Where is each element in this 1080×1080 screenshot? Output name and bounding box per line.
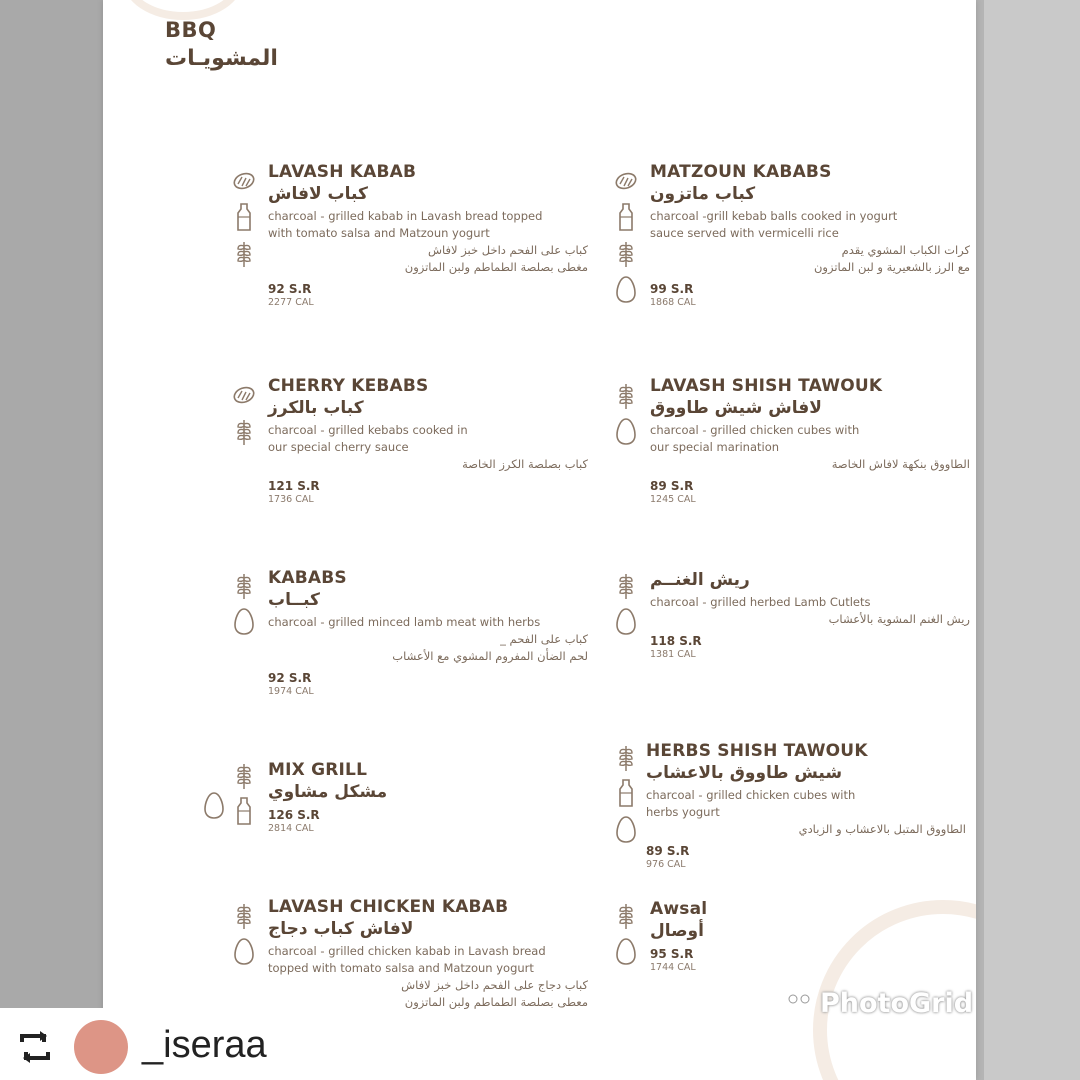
item-calories: 2814 CAL xyxy=(268,823,314,834)
item-name-ar: مشكل مشاوي xyxy=(268,782,388,802)
egg-icon xyxy=(202,790,226,820)
item-price: 121 S.R xyxy=(268,479,320,493)
item-name-ar: كباب لافاش xyxy=(268,184,368,204)
item-price: 118 S.R xyxy=(650,634,702,648)
item-name: MATZOUN KABABS xyxy=(650,162,832,182)
item-name: KABABS xyxy=(268,568,347,588)
bread-icon xyxy=(614,166,638,196)
item-name: CHERRY KEBABS xyxy=(268,376,429,396)
allergen-icons xyxy=(614,166,638,304)
item-name-ar: كباب ماتزون xyxy=(650,184,756,204)
wheat-icon xyxy=(614,570,638,600)
item-description-line: charcoal - grilled minced lamb meat with herbs xyxy=(268,615,541,629)
item-description-line: topped with tomato salsa and Matzoun yogurt xyxy=(268,961,534,975)
item-description-ar: كباب دجاج على الفحم داخل خبز لافاش xyxy=(401,978,588,992)
item-description-ar: ريش الغنم المشوية بالأعشاب xyxy=(828,612,970,626)
menu-item xyxy=(268,376,588,505)
wheat-icon xyxy=(232,416,256,446)
item-description-line: charcoal - grilled kebabs cooked in xyxy=(268,423,468,437)
item-description-line: with tomato salsa and Matzoun yogurt xyxy=(268,226,490,240)
avatar[interactable] xyxy=(74,1020,128,1074)
egg-icon xyxy=(614,274,638,304)
item-calories: 1245 CAL xyxy=(650,494,696,505)
item-name-ar: لافاش كباب دجاج xyxy=(268,919,414,939)
item-description xyxy=(268,208,588,242)
repost-icon[interactable] xyxy=(14,1026,56,1068)
item-price: 89 S.R xyxy=(646,844,690,858)
wheat-icon xyxy=(232,238,256,268)
item-name-ar: كبــاب xyxy=(268,590,320,610)
item-description-line: charcoal - grilled kabab in Lavash bread topped xyxy=(268,209,543,223)
allergen-icons xyxy=(232,760,256,826)
item-description-ar: مع الرز بالشعيرية و لبن الماتزون xyxy=(813,260,970,274)
egg-icon xyxy=(614,416,638,446)
bread-icon xyxy=(232,166,256,196)
item-description-line: herbs yogurt xyxy=(646,805,720,819)
menu-item xyxy=(650,162,970,308)
item-name-ar: لافاش شيش طاووق xyxy=(650,398,822,418)
repost-username[interactable]: _iseraa xyxy=(142,1024,267,1066)
wheat-icon xyxy=(614,742,638,772)
item-description-line: charcoal - grilled chicken kabab in Lavash bread xyxy=(268,944,546,958)
allergen-icons xyxy=(232,380,256,446)
section-title xyxy=(165,18,278,71)
menu-item xyxy=(646,741,966,870)
wheat-icon xyxy=(232,760,256,790)
item-description-line: charcoal - grilled chicken cubes with xyxy=(646,788,856,802)
menu-item xyxy=(650,568,970,660)
item-calories: 1736 CAL xyxy=(268,494,314,505)
photogrid-watermark xyxy=(784,988,973,1019)
item-description xyxy=(650,422,970,456)
item-description-ar: كباب على الفحم _ xyxy=(500,632,588,646)
bread-icon xyxy=(232,380,256,410)
item-calories: 2277 CAL xyxy=(268,297,314,308)
milk-bottle-icon xyxy=(232,202,256,232)
item-description-line: sauce served with vermicelli rice xyxy=(650,226,839,240)
item-description-line: charcoal - grilled herbed Lamb Cutlets xyxy=(650,595,871,609)
milk-bottle-icon xyxy=(614,778,638,808)
background-strip-edge xyxy=(976,0,984,1080)
item-calories xyxy=(268,1032,588,1043)
item-description xyxy=(646,787,966,821)
photogrid-text: PhotoGrid xyxy=(820,988,974,1019)
section-title-en: BBQ xyxy=(165,18,217,42)
item-price: 99 S.R xyxy=(650,282,694,296)
background-strip xyxy=(976,0,1080,1080)
item-description-ar: الطاووق بنكهة لافاش الخاصة xyxy=(831,457,970,471)
item-description-ar: معطى بصلصة الطماطم ولبن الماتزون xyxy=(404,995,588,1009)
item-price: 92 S.R xyxy=(268,282,312,296)
item-description-ar: كرات الكباب المشوي يقدم xyxy=(841,243,970,257)
egg-icon xyxy=(232,606,256,636)
item-name: HERBS SHISH TAWOUK xyxy=(646,741,868,761)
egg-icon xyxy=(232,936,256,966)
item-calories: 1868 CAL xyxy=(650,297,696,308)
menu-item xyxy=(268,760,588,834)
milk-bottle-icon xyxy=(232,796,256,826)
item-price: 95 S.R xyxy=(650,947,694,961)
menu-item xyxy=(268,897,588,1043)
decorative-curve-top xyxy=(123,0,243,20)
item-calories: 1744 CAL xyxy=(650,962,696,973)
wheat-icon xyxy=(232,900,256,930)
item-description-line: our special marination xyxy=(650,440,780,454)
item-description-line: charcoal - grilled chicken cubes with xyxy=(650,423,860,437)
item-name: MIX GRILL xyxy=(268,760,368,780)
item-description xyxy=(268,614,588,631)
wheat-icon xyxy=(232,570,256,600)
item-name-ar: أوصال xyxy=(650,921,704,941)
egg-icon xyxy=(614,936,638,966)
item-description-line: our special cherry sauce xyxy=(268,440,409,454)
item-price: 89 S.R xyxy=(650,479,694,493)
wheat-icon xyxy=(614,900,638,930)
item-calories: 1974 CAL xyxy=(268,686,314,697)
milk-bottle-icon xyxy=(614,202,638,232)
allergen-icons xyxy=(614,742,638,844)
item-name: LAVASH KABAB xyxy=(268,162,417,182)
photogrid-icon xyxy=(784,989,814,1019)
allergen-icons xyxy=(232,166,256,268)
item-calories: 976 CAL xyxy=(646,859,686,870)
menu-item xyxy=(268,162,588,308)
allergen-icons xyxy=(232,570,256,636)
egg-icon xyxy=(614,606,638,636)
allergen-icons xyxy=(614,570,638,636)
allergen-icons xyxy=(614,900,638,966)
menu-item xyxy=(268,568,588,697)
item-name-ar: شيش طاووق بالاعشاب xyxy=(646,763,843,783)
item-description-ar: مغطى بصلصة الطماطم ولبن الماتزون xyxy=(404,260,588,274)
wheat-icon xyxy=(614,238,638,268)
allergen-icons xyxy=(232,900,256,966)
item-description-ar: الطاووق المتبل بالاعشاب و الزبادي xyxy=(798,822,966,836)
section-title-ar: المشويـات xyxy=(165,46,278,71)
item-name-ar: ريش الغنــم xyxy=(650,570,750,590)
item-calories: 1381 CAL xyxy=(650,649,696,660)
item-description-ar: لحم الضأن المفروم المشوي مع الأعشاب xyxy=(392,649,588,663)
item-name: LAVASH CHICKEN KABAB xyxy=(268,897,509,917)
egg-icon xyxy=(614,814,638,844)
item-name: LAVASH SHISH TAWOUK xyxy=(650,376,883,396)
item-description-ar: كباب على الفحم داخل خبز لافاش xyxy=(427,243,588,257)
item-price xyxy=(268,1017,588,1031)
item-description xyxy=(268,422,588,456)
item-description-line: charcoal -grill kebab balls cooked in yogurt xyxy=(650,209,898,223)
item-price: 126 S.R xyxy=(268,808,320,822)
item-price: 92 S.R xyxy=(268,671,312,685)
item-description-ar: كباب بصلصة الكرز الخاصة xyxy=(462,457,588,471)
allergen-icons xyxy=(614,380,638,446)
menu-item xyxy=(650,376,970,505)
item-name-ar: كباب بالكرز xyxy=(268,398,364,418)
item-description xyxy=(650,208,970,242)
item-description xyxy=(268,943,588,977)
item-name: Awsal xyxy=(650,899,708,919)
item-description xyxy=(650,594,970,611)
menu-item xyxy=(650,899,970,973)
wheat-icon xyxy=(614,380,638,410)
